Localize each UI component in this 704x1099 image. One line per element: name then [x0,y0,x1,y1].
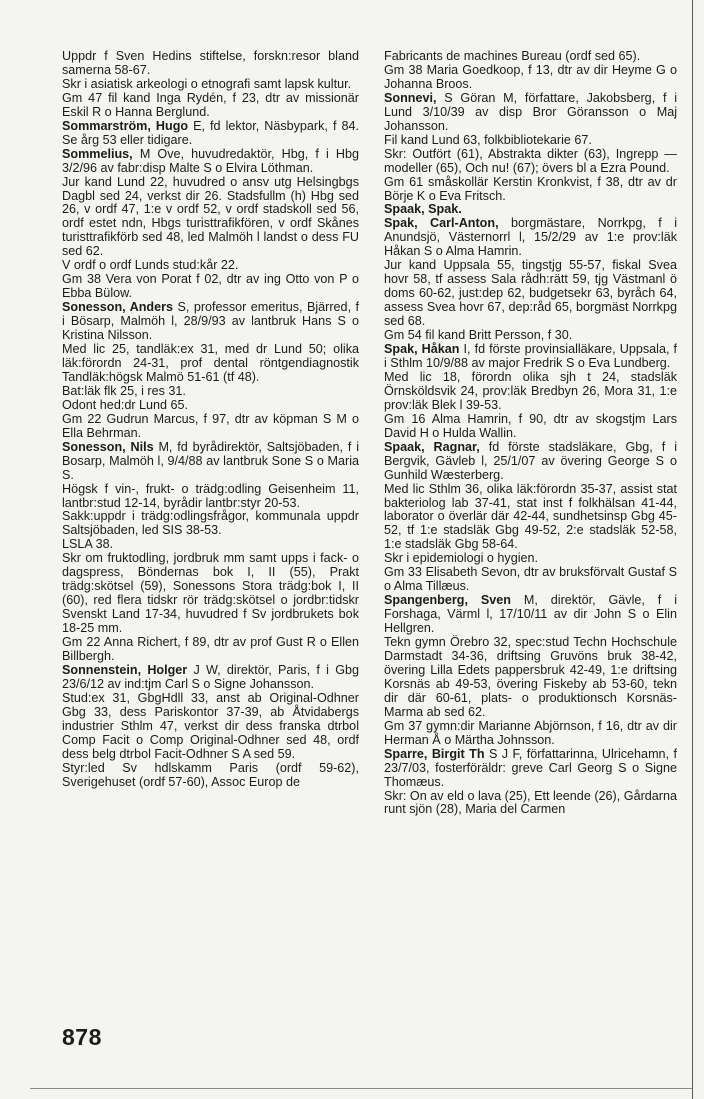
entry-text: Skr: Outfört (61), Abstrakta dikter (63), Ingrepp — modeller (65), Och nu! (67); övers bl a Ezra Pound. [384,146,677,175]
biography-entry [62,301,359,343]
biography-entry [62,483,359,511]
entry-text: Gm 22 Gudrun Marcus, f 97, dtr av köpman S M o Ella Behrman. [62,411,359,440]
entry-text: M, fd byrådirektör, Saltsjöbaden, f i Bosarp, Malmöh l, 9/4/88 av lantbruk Sone S o Maria S. [62,439,359,482]
entry-text: S Göran M, författare, Jakobsberg, f i Lund 3/10/39 av disp Bror Göransson o Maj Johansson. [384,90,677,133]
entry-name: Sonesson, Nils [62,439,154,454]
right-column [384,50,677,817]
entry-text: Gm 33 Elisabeth Sevon, dtr av bruksförvalt Gustaf S o Alma Tillæus. [384,565,677,594]
left-column [62,50,359,790]
biography-entry [62,273,359,301]
biography-entry [62,259,359,273]
biography-entry [384,92,677,134]
biography-entry [62,176,359,260]
biography-entry [384,148,677,176]
page-bottom-line [30,1088,692,1089]
entry-text: I, fd förste provinsialläkare, Uppsala, f i Sthlm 10/9/88 av major Fredrik S o Eva Lundberg. [384,342,677,370]
entry-name: Sommelius, [62,146,133,161]
entry-text: LSLA 38. [62,537,114,552]
entry-text: Högsk f vin-, frukt- o trädg:odling Geisenheim 11, lantbr:stud 12-14, byrådir lantbr:styr 20-53. [62,481,359,510]
entry-text: Gm 37 gymn:dir Marianne Abjörnson, f 16, dtr av dir Herman Å o Märtha Johnsson. [384,718,677,747]
biography-entry [62,762,359,790]
biography-entry [384,413,677,441]
biography-entry [384,134,677,148]
entry-text: Skr: On av eld o lava (25), Ett leende (26), Gårdarna runt sjön (28), Maria del Carmen [384,788,677,817]
entry-text: J W, direktör, Paris, f i Gbg 23/6/12 av ind:tjm Carl S o Signe Johansson. [62,662,359,691]
biography-entry [62,385,359,399]
entry-text: Fil kand Lund 63, folkbibliotekarie 67. [384,132,592,147]
entry-name: Spangenberg, Sven [384,593,511,608]
biography-entry [62,664,359,692]
entry-text: borgmästare, Norrkpg, f i Anundsjö, Västernorrl l, 15/2/29 av 1:e prov:läk Håkan S o Alma Hamrin. [384,216,677,259]
biography-entry [384,371,677,413]
entry-text: Odont hed:dr Lund 65. [62,397,189,412]
biography-entry [384,720,677,748]
entry-text: Gm 22 Anna Richert, f 89, dtr av prof Gust R o Ellen Billbergh. [62,635,359,663]
entry-name: Sonesson, Anders [62,300,174,315]
entry-text: M Ove, huvudredaktör, Hbg, f i Hbg 3/2/96 av fabr:disp Malte S o Elvira Löthman. [62,146,359,175]
biography-entry [62,441,359,483]
page-number: 878 [62,1024,102,1050]
biography-entry [384,329,677,343]
biography-entry [384,790,677,818]
entry-text: Sakk:uppdr i trädg:odlingsfrågor, kommunala uppdr Saltsjöbaden, led SIS 38-53. [62,509,359,538]
biography-entry [62,510,359,538]
biography-entry [62,148,359,176]
entry-name: Sommarström, Hugo [62,118,189,133]
entry-text: Gm 47 fil kand Inga Rydén, f 23, dtr av missionär Eskil R o Hanna Berglund. [62,90,359,119]
biography-entry [384,203,677,217]
biography-entry [384,176,677,204]
entry-text: Bat:läk flk 25, i res 31. [62,383,186,398]
entry-text: E, fd lektor, Näsbypark, f 84. Se årg 53 eller tidigare. [62,118,359,147]
biography-entry [62,413,359,441]
entry-name: Sonnenstein, Holger [62,662,188,677]
entry-text: Gm 16 Alma Hamrin, f 90, dtr av skogstjm Lars David H o Hulda Wallin. [384,411,677,440]
entry-text: Med lic 25, tandläk:ex 31, med dr Lund 50; olika läk:förordn 24-31, prof dental röntgendiagnostik Tandläk:högsk Malmö 51-61 (tf 48). [62,342,359,384]
biography-entry [62,552,359,636]
entry-text: Fabricants de machines Bureau (ordf sed 65). [384,49,641,63]
biography-entry [62,343,359,385]
entry-name: Sparre, Birgit Th [384,746,485,761]
entry-text: Jur kand Uppsala 55, tingstjg 55-57, fiskal Svea hovr 58, tf assess Sala rådh:rätt 59, tjg Västmanl ö doms 60-62, just:dep 62, budgetsekr 63, byråch 64, assess Svea hovr 67, dep:råd 65, borgmäst Norrkpg sed 68. [384,258,677,329]
entry-name: Sonnevi, [384,90,437,105]
biography-entry [384,566,677,594]
biography-entry [384,50,677,64]
entry-text: V ordf o ordf Lunds stud:kår 22. [62,258,239,273]
entry-text: S J F, författarinna, Ulricehamn, f 23/7/03, fosterföräldr: greve Carl Georg S o Signe Thomæus. [384,746,677,789]
entry-text: M, direktör, Gävle, f i Forshaga, Värml l, 17/10/11 av dir John S o Elin Hellgren. [384,593,677,636]
biography-entry [384,636,677,720]
biography-entry [384,748,677,790]
entry-text: Skr om fruktodling, jordbruk mm samt upps i fack- o dagspress, Böndernas bok I, II (55), Prakt trädg:skötsel (59), Sonessons Stora trädg:bok I, II (60), red flera tidskr rör trädg:skötsel o jordbr:tidskr Svenskt Land 17-34, huvudred f Sv jordbrukets bok 18-25 mm. [62,551,359,636]
entry-text: Gm 38 Vera von Porat f 02, dtr av ing Otto von P o Ebba Bülow. [62,272,359,301]
biography-entry [384,552,677,566]
entry-text: Tekn gymn Örebro 32, spec:stud Techn Hochschule Darmstadt 34-36, driftsing Gruvöns bruk 38-42, övering Lilla Edets pappersbruk 42-49, 1:e driftsing Korsnäs ab 49-53, övering Fiskeby ab 53-60, tekn dir där 60-61, plats- o produktionsch Korsnäs-Marma ab sed 62. [384,635,677,719]
biography-entry [62,399,359,413]
entry-text: Gm 54 fil kand Britt Persson, f 30. [384,328,573,343]
biography-entry [384,343,677,371]
entry-text: Skr i asiatisk arkeologi o etnografi samt lapsk kultur. [62,76,352,91]
biography-entry [384,594,677,636]
biography-entry [384,217,677,259]
biography-entry [62,538,359,552]
biography-entry [62,692,359,762]
biography-entry [384,483,677,553]
biography-entry [62,78,359,92]
biography-entry [384,64,677,92]
biography-entry [62,50,359,78]
entry-text: fd förste stadsläkare, Gbg, f i Bergvik, Gävleb l, 25/1/07 av övering George S o Gunhild Wæsterberg. [384,439,678,482]
entry-text: Uppdr f Sven Hedins stiftelse, forskn:resor bland samerna 58-67. [62,49,359,77]
entry-text: Jur kand Lund 22, huvudred o ansv utg Helsingbgs Dagbl sed 24, verkst dir 26. Stadsfullm (h) Hbg sed 26, v ordf 47, 1:e v ordf 52, v ordf stadskoll sed 56, ordf estet ndn, Hbgs turisttrafikfören, v ordf Skånes turisttrafikförb sed 48, led Malmöh l landst o dess FU sed 62. [62,174,359,259]
entry-text: Med lic Sthlm 36, olika läk:förordn 35-37, assist stat bakteriolog lab 37-41, stat inst f folkhälsan 41-44, laborator o överlär där 42-44, sundhetsinsp Gbg 45-52, tf 1:e stadsläk Gbg 49-52, 2:e stadsläk 52-58, 1:e stadsläk Gbg 58-64. [384,481,677,552]
entry-text: S, professor emeritus, Bjärred, f i Bösarp, Malmöh l, 28/9/93 av lantbruk Hans S o Kristina Nilsson. [62,300,359,343]
entry-text: Gm 61 småskollär Kerstin Kronkvist, f 38, dtr av dr Börje K o Eva Fritsch. [384,174,677,203]
entry-text: Gm 38 Maria Goedkoop, f 13, dtr av dir Heyme G o Johanna Broos. [384,62,677,91]
entry-name: Spaak, Ragnar, [384,439,480,454]
biography-entry [62,120,359,148]
entry-text: Med lic 18, förordn olika sjh t 24, stadsläk Örnsköldsvik 24, prov:läk Bredbyn 26, Mora 31, 1:e prov:läk Blek l 39-53. [384,369,677,412]
entry-text: Stud:ex 31, GbgHdll 33, anst ab Original-Odhner Gbg 33, dess Pariskontor 37-39, ab Åtvidabergs industrier Sthlm 47, verkst dir dess franska dtrbol Comp Facit o Comp Original-Odhner sed 48, ordf dess belg dtrbol Facit-Odhner S A sed 59. [62,690,359,761]
entry-text: Styr:led Sv hdlskamm Paris (ordf 59-62), Sverigehuset (ordf 57-60), Assoc Europ de [62,760,359,789]
entry-text: Skr i epidemiologi o hygien. [384,551,539,566]
biography-entry [62,636,359,664]
entry-name: Spaak, Spak. [384,202,462,217]
page-edge-line [692,0,693,1099]
biography-entry [384,441,677,483]
entry-name: Spak, Håkan [384,342,460,357]
biography-entry [62,92,359,120]
biography-entry [384,259,677,329]
entry-name: Spak, Carl-Anton, [384,216,499,231]
